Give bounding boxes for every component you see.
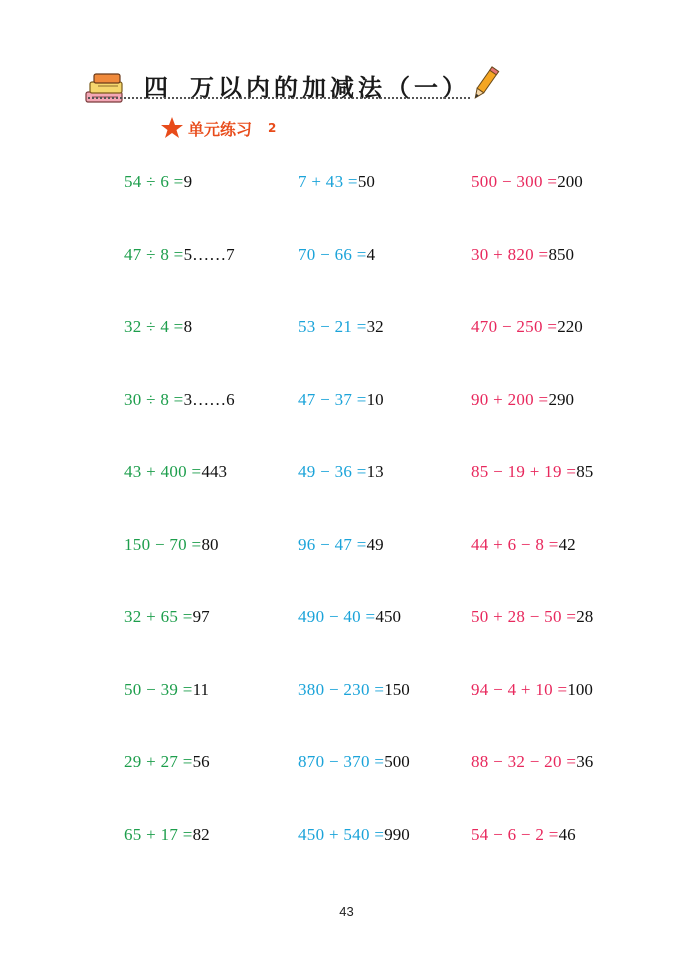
problem-equation: 70 − 66 = [298,244,367,264]
problem-equation: 380 − 230 = [298,679,385,699]
problem-item [471,245,574,265]
problem-item [471,752,593,772]
problem-answer: 50 [357,172,375,191]
problem-equation: 47 − 37 = [298,389,367,409]
problem-equation: 85 − 19 + 19 = [471,462,577,481]
problem-item [471,607,593,627]
problem-item [471,535,576,555]
problem-equation: 54 ÷ 6 = [124,172,184,191]
problem-item [124,390,235,410]
section-label: 单元练习 [188,120,253,139]
problem-equation: 50 + 28 − 50 = [471,607,577,626]
problem-answer: 82 [192,824,210,844]
problem-equation: 7 + 43 = [298,172,358,191]
problem-answer: 100 [567,679,593,699]
problem-answer: 500 [384,752,410,771]
chapter-number: 四 [144,74,172,102]
problem-equation: 32 ÷ 4 = [124,317,184,336]
problem-item [124,680,209,700]
problem-item [298,825,410,845]
problem-answer: 10 [366,389,384,409]
problem-equation: 150 − 70 = [124,534,202,554]
problem-item [124,172,192,192]
problem-item [471,825,576,845]
problem-answer: 4 [366,244,376,264]
problem-item [298,535,384,555]
problem-answer: 85 [576,462,594,481]
problem-equation: 53 − 21 = [298,317,367,336]
problem-item [298,172,375,192]
problem-equation: 54 − 6 − 2 = [471,824,559,844]
problem-answer: 200 [557,172,583,191]
problem-equation: 500 − 300 = [471,172,558,191]
section-number: 2 [268,121,277,135]
problem-equation: 44 + 6 − 8 = [471,534,559,554]
problem-equation: 49 − 36 = [298,462,367,481]
problem-equation: 470 − 250 = [471,317,558,336]
problem-answer: 28 [576,607,594,626]
problem-answer: 8 [183,317,193,336]
problem-item [124,462,227,482]
problem-answer: 13 [366,462,384,481]
problem-equation: 47 ÷ 8 = [124,244,184,264]
problem-answer: 11 [192,679,209,699]
problem-answer: 850 [548,244,574,264]
problem-answer: 46 [558,824,576,844]
problem-equation: 88 − 32 − 20 = [471,752,577,771]
problem-item [298,752,410,772]
problem-equation: 450 + 540 = [298,824,385,844]
problem-equation: 50 − 39 = [124,679,193,699]
problem-item [471,680,593,700]
problem-answer: 36 [576,752,594,771]
problem-answer: 443 [201,462,227,481]
problem-equation: 65 + 17 = [124,824,193,844]
problem-answer: 56 [192,752,210,771]
problem-equation: 94 − 4 + 10 = [471,679,568,699]
page-number: 43 [339,904,354,919]
problem-item [298,607,401,627]
problem-item [471,390,574,410]
problem-equation: 490 − 40 = [298,607,376,626]
problem-answer: 49 [366,534,384,554]
problem-equation: 96 − 47 = [298,534,367,554]
problem-answer: 3……6 [183,389,235,409]
problem-item [298,390,384,410]
problem-equation: 30 ÷ 8 = [124,389,184,409]
problem-item [124,752,210,772]
problem-answer: 150 [384,679,410,699]
problem-answer: 97 [192,607,210,626]
problem-answer: 450 [375,607,401,626]
problem-item [124,535,218,555]
problem-answer: 80 [201,534,219,554]
problem-equation: 29 + 27 = [124,752,193,771]
problem-item [124,825,210,845]
problem-equation: 32 + 65 = [124,607,193,626]
problem-item [124,607,210,627]
problem-answer: 5……7 [183,244,235,264]
problem-equation: 30 + 820 = [471,244,549,264]
problem-item [471,172,583,192]
problem-answer: 220 [557,317,583,336]
problem-answer: 990 [384,824,410,844]
problem-item [298,462,384,482]
problem-answer: 9 [183,172,193,191]
problem-equation: 90 + 200 = [471,389,549,409]
problem-answer: 290 [548,389,574,409]
problem-item [298,317,384,337]
problem-item [124,317,192,337]
problem-item [124,245,235,265]
problem-item [298,680,410,700]
problem-item [471,462,593,482]
problem-item [471,317,583,337]
problem-answer: 42 [558,534,576,554]
problem-equation: 870 − 370 = [298,752,385,771]
problem-item [298,245,375,265]
chapter-title-text: 万以内的加减法（一） [190,74,470,102]
problem-equation: 43 + 400 = [124,462,202,481]
problem-answer: 32 [366,317,384,336]
